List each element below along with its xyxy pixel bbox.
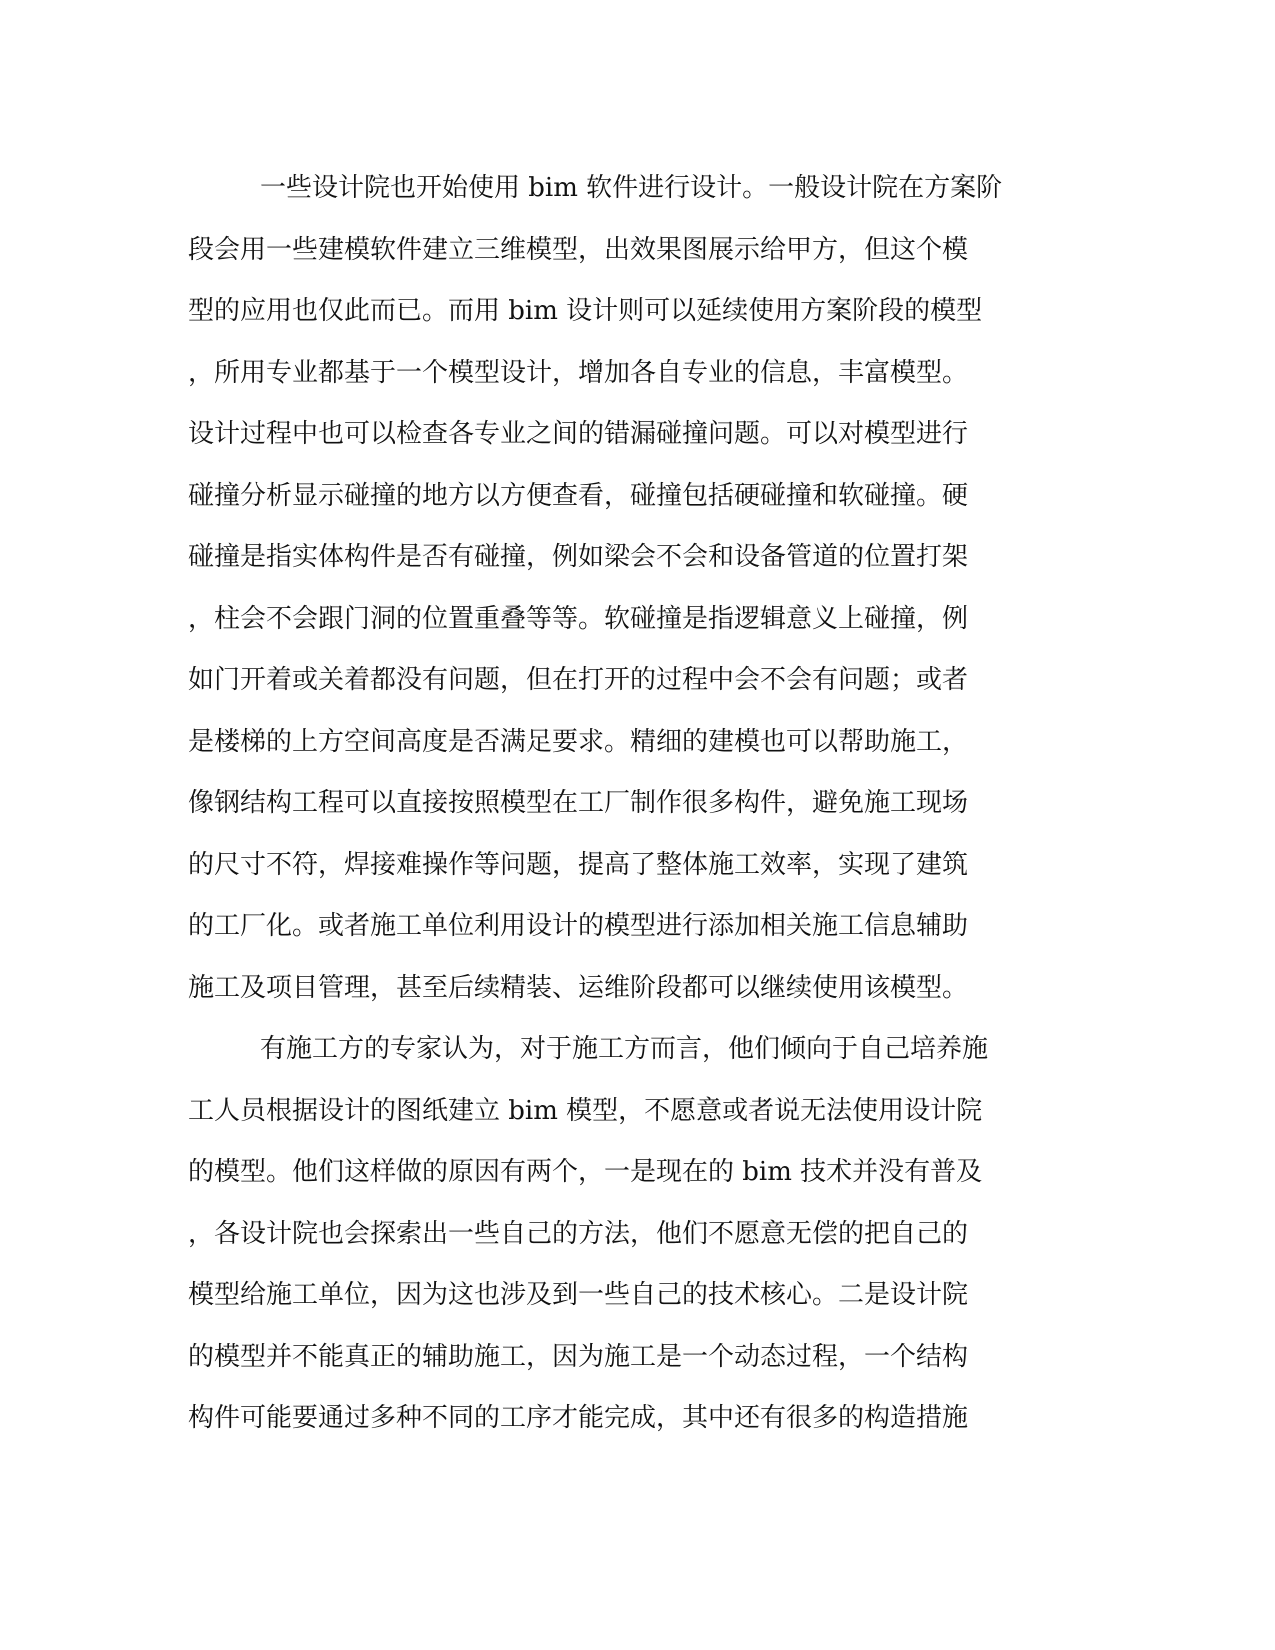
text-line: 模型给施工单位，因为这也涉及到一些自己的技术核心。二是设计院	[188, 1280, 969, 1310]
text-line: 如门开着或关着都没有问题，但在打开的过程中会不会有问题；或者	[188, 665, 969, 695]
text-line: ，各设计院也会探索出一些自己的方法，他们不愿意无偿的把自己的	[188, 1218, 969, 1249]
text-line: 构件可能要通过多种不同的工序才能完成，其中还有很多的构造措施	[188, 1403, 969, 1433]
text-line: 是楼梯的上方空间高度是否满足要求。精细的建模也可以帮助施工，	[188, 726, 969, 757]
text-line: 型的应用也仅此而已。而用 bim 设计则可以延续使用方案阶段的模型	[188, 296, 983, 326]
text-line: 设计过程中也可以检查各专业之间的错漏碰撞问题。可以对模型进行	[188, 419, 969, 449]
text-line: 的工厂化。或者施工单位利用设计的模型进行添加相关施工信息辅助	[188, 911, 969, 941]
text-line: 的尺寸不符，焊接难操作等问题，提高了整体施工效率，实现了建筑	[188, 849, 969, 880]
text-line: 碰撞分析显示碰撞的地方以方便查看，碰撞包括硬碰撞和软碰撞。硬	[188, 480, 969, 511]
text-line: 一些设计院也开始使用 bim 软件进行设计。一般设计院在方案阶	[260, 173, 1003, 203]
text-line: ，柱会不会跟门洞的位置重叠等等。软碰撞是指逻辑意义上碰撞，例	[188, 603, 969, 634]
body-text	[188, 158, 1068, 1450]
text-line: 的模型并不能真正的辅助施工，因为施工是一个动态过程，一个结构	[188, 1341, 969, 1372]
text-line: 施工及项目管理，甚至后续精装、运维阶段都可以继续使用该模型。	[188, 972, 969, 1003]
text-line: 有施工方的专家认为，对于施工方而言，他们倾向于自己培养施	[260, 1034, 989, 1064]
text-line: 的模型。他们这样做的原因有两个，一是现在的 bim 技术并没有普及	[188, 1157, 983, 1187]
text-line: 像钢结构工程可以直接按照模型在工厂制作很多构件，避免施工现场	[188, 788, 969, 818]
text-line: ，所用专业都基于一个模型设计，增加各自专业的信息，丰富模型。	[188, 357, 969, 388]
text-line: 工人员根据设计的图纸建立 bim 模型，不愿意或者说无法使用设计院	[188, 1095, 983, 1126]
text-line: 碰撞是指实体构件是否有碰撞，例如梁会不会和设备管道的位置打架	[188, 542, 969, 572]
text-line: 段会用一些建模软件建立三维模型，出效果图展示给甲方，但这个模	[188, 234, 969, 265]
